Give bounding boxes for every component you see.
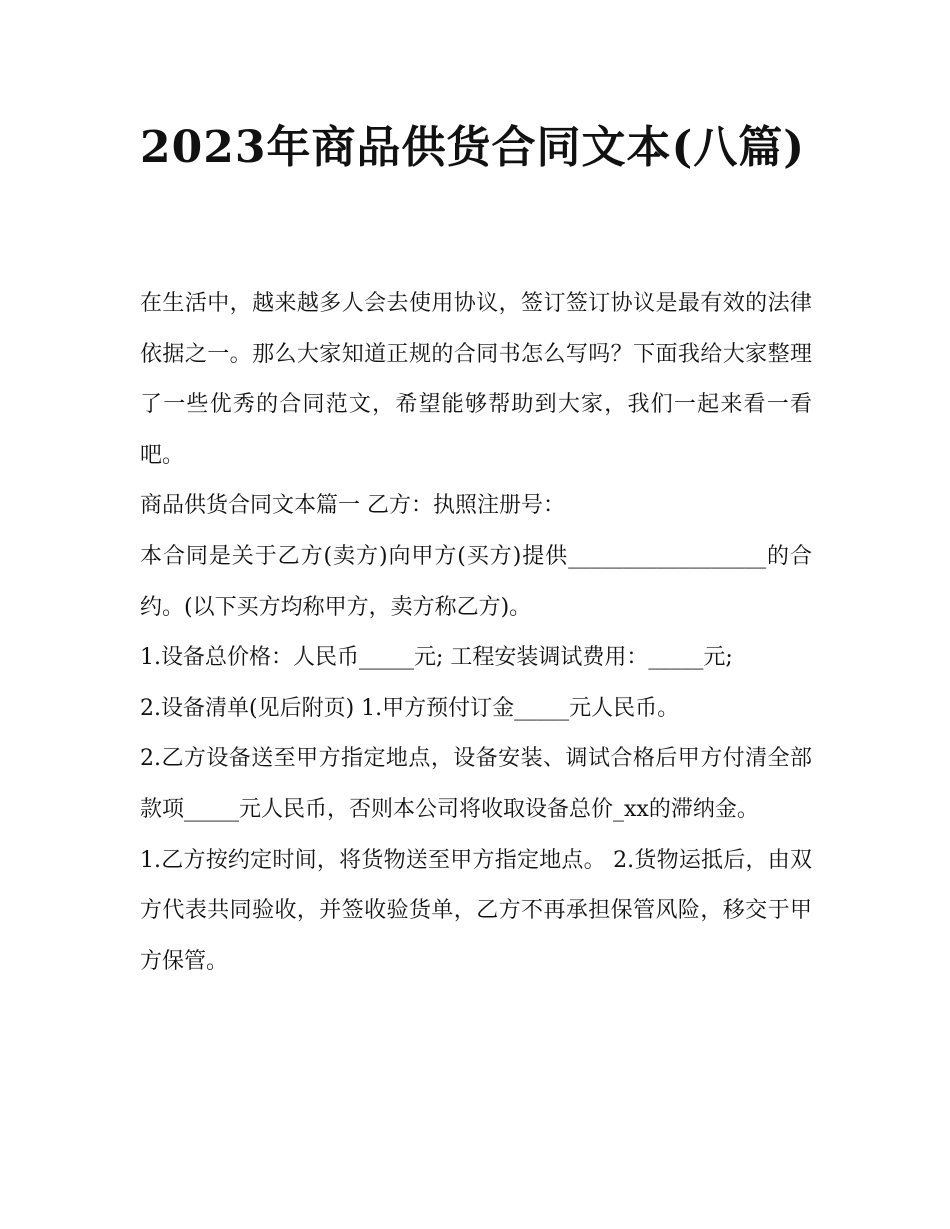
intro-paragraph: 在生活中，越来越多人会去使用协议，签订签订协议是最有效的法律依据之一。那么大家知道正规的合同书怎么写吗？下面我给大家整理了一些优秀的合同范文，希望能够帮助到大家，我们一起来看一看吧。 [140,291,812,468]
price-clause: 1.设备总价格：人民币_____元; 工程安装调试费用：_____元; [140,645,733,671]
document-body [140,279,812,987]
document-title: 2023年商品供货合同文本(八篇) [140,122,806,173]
payment-clause: 2.乙方设备送至甲方指定地点，设备安装、调试合格后甲方付清全部款项_____元人民币，否则本公司将收取设备总价_xx的滞纳金。 [140,746,812,822]
contract-heading-line: 商品供货合同文本篇一 乙方：执照注册号： [140,493,565,519]
contract-scope-paragraph: 本合同是关于乙方(卖方)向甲方(买方)提供__________________的合约。(以下买方均称甲方，卖方称乙方)。 [140,543,812,620]
equipment-list-clause: 2.设备清单(见后附页) 1.甲方预付订金_____元人民币。 [140,695,680,721]
delivery-clause: 1.乙方按约定时间，将货物送至甲方指定地点。 2.货物运抵后，由双方代表共同验收，并签收验货单，乙方不再承担保管风险，移交于甲方保管。 [140,847,812,974]
